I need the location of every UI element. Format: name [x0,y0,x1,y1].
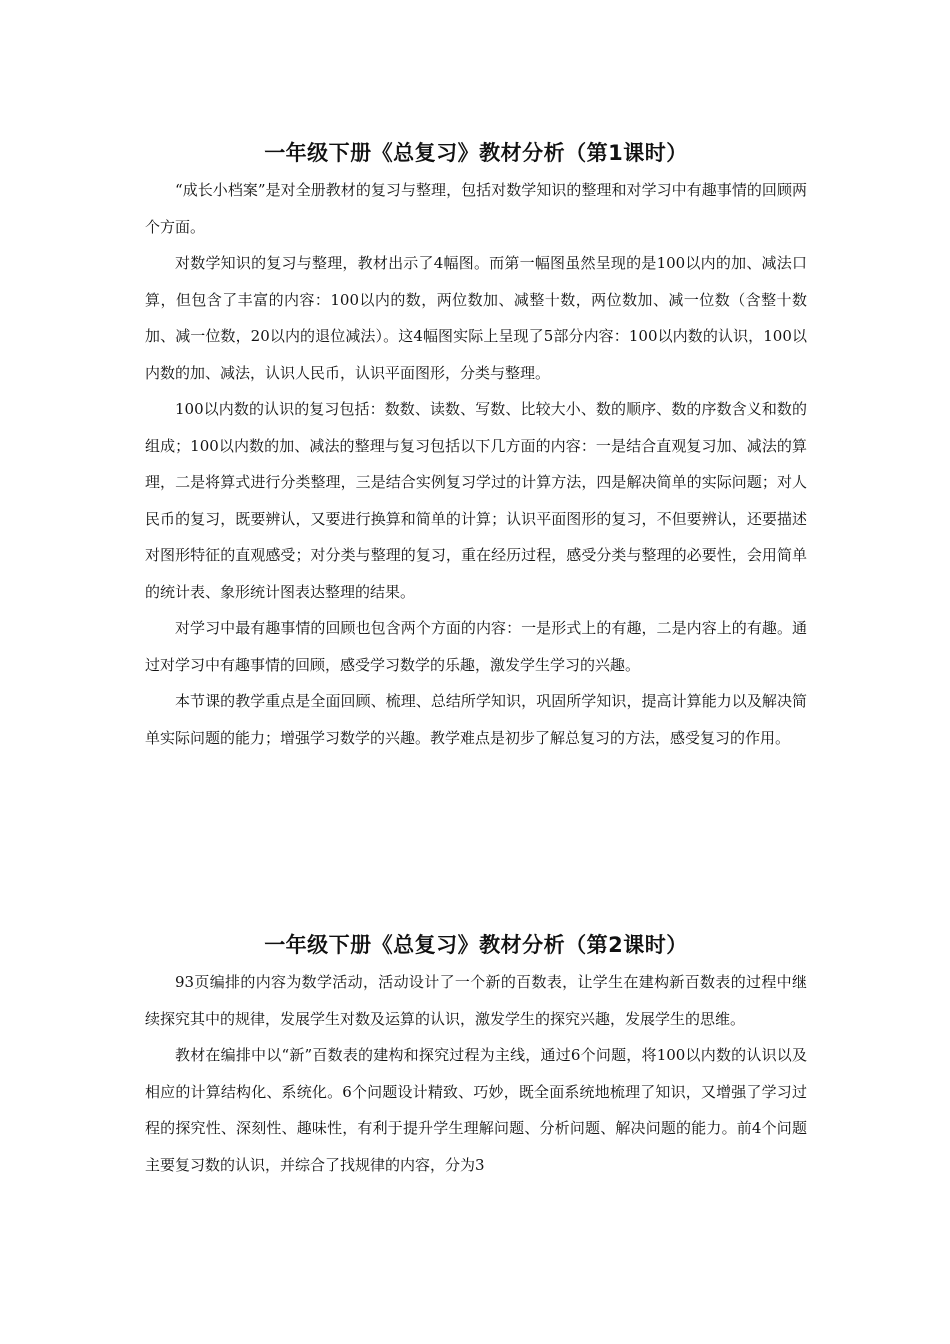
lesson-1-paragraph: 对学习中最有趣事情的回顾也包含两个方面的内容：一是形式上的有趣，二是内容上的有趣。通过对学习中有趣事情的回顾，感受学习数学的乐趣，激发学生学习的兴趣。 [145,619,807,674]
lesson-1-paragraph: “成长小档案”是对全册教材的复习与整理，包括对数学知识的整理和对学习中有趣事情的回顾两个方面。 [145,181,807,236]
lesson-1-paragraph: 本节课的教学重点是全面回顾、梳理、总结所学知识，巩固所学知识，提高计算能力以及解决简单实际问题的能力；增强学习数学的兴趣。教学难点是初步了解总复习的方法，感受复习的作用。 [145,692,807,747]
lesson-2-paragraph: 教材在编排中以“新”百数表的建构和探究过程为主线，通过6个问题，将100以内数的认识以及相应的计算结构化、系统化。6个问题设计精致、巧妙，既全面系统地梳理了知识，又增强了学习过程的探究性、深刻性、趣味性，有利于提升学生理解问题、分析问题、解决问题的能力。前4个问题主要复习数的认识，并综合了找规律的内容，分为3 [145,1046,807,1174]
lesson-2-title: 一年级下册《总复习》教材分析（第2课时） [264,933,688,957]
lesson-2-paragraph: 93页编排的内容为数学活动，活动设计了一个新的百数表，让学生在建构新百数表的过程中继续探究其中的规律，发展学生对数及运算的认识，激发学生的探究兴趣，发展学生的思维。 [145,973,807,1028]
lesson-1-title: 一年级下册《总复习》教材分析（第1课时） [264,141,688,165]
lesson-1-section [145,136,807,756]
lesson-2-section [145,928,807,1183]
lesson-1-paragraph: 100以内数的认识的复习包括：数数、读数、写数、比较大小、数的顺序、数的序数含义和数的组成；100以内数的加、减法的整理与复习包括以下几方面的内容：一是结合直观复习加、减法的算理，二是将算式进行分类整理，三是结合实例复习学过的计算方法，四是解决简单的实际问题；对人民币的复习，既要辨认，又要进行换算和简单的计算；认识平面图形的复习，不但要辨认，还要描述对图形特征的直观感受；对分类与整理的复习，重在经历过程，感受分类与整理的必要性，会用简单的统计表、象形统计图表达整理的结果。 [145,400,807,601]
lesson-1-paragraph: 对数学知识的复习与整理，教材出示了4幅图。而第一幅图虽然呈现的是100以内的加、减法口算，但包含了丰富的内容：100以内的数，两位数加、减整十数，两位数加、减一位数（含整十数加、减一位数，20以内的退位减法）。这4幅图实际上呈现了5部分内容：100以内数的认识，100以内数的加、减法，认识人民币，认识平面图形，分类与整理。 [145,254,807,382]
